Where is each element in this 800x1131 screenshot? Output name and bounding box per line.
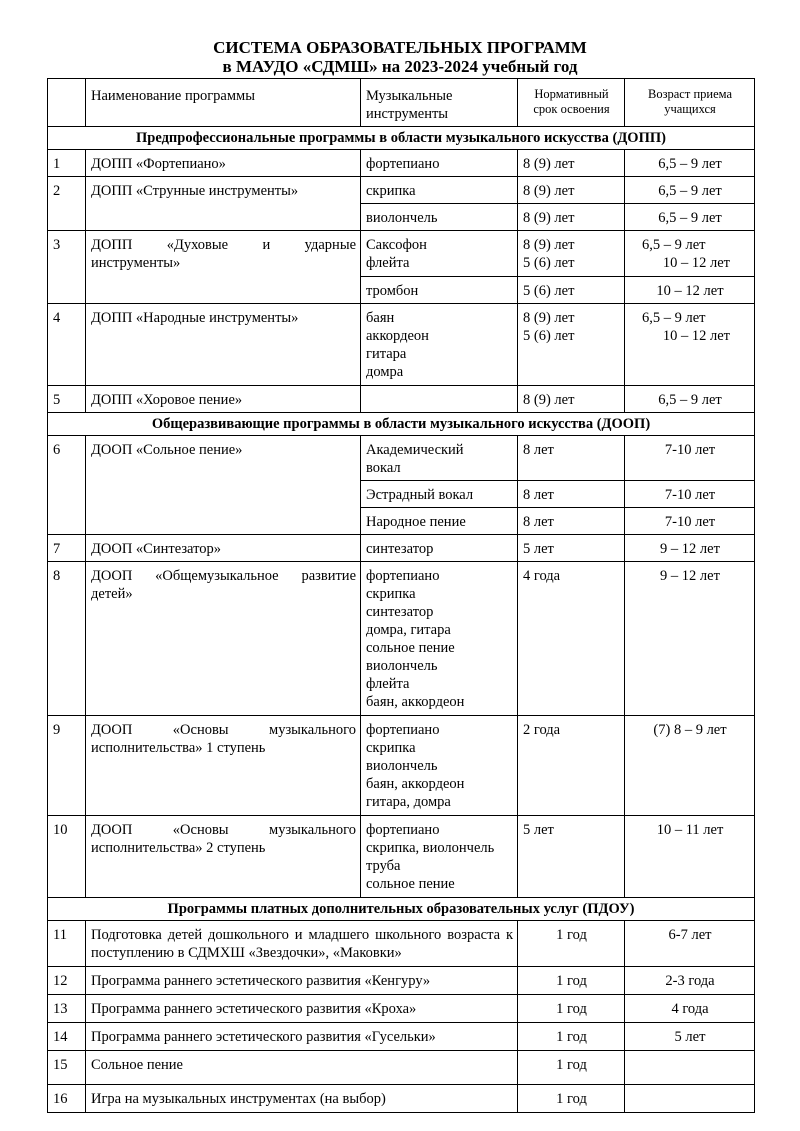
age: 6,5 – 9 лет	[625, 150, 755, 177]
row-num: 16	[48, 1085, 86, 1113]
instrument: аккордеон	[366, 328, 429, 344]
instrument: вокал	[366, 460, 401, 476]
instrument: домра, гитара	[366, 622, 451, 638]
header-instruments: Музыкальные инструменты	[361, 79, 518, 127]
age	[625, 1085, 755, 1113]
instrument: фортепиано	[366, 822, 440, 838]
row-num: 7	[48, 535, 86, 562]
age: 5 лет	[625, 1023, 755, 1051]
program-name: ДОПП «Фортепиано»	[86, 150, 361, 177]
row-num: 6	[48, 436, 86, 535]
row-num: 1	[48, 150, 86, 177]
programs-table	[47, 78, 755, 1113]
age: 9 – 12 лет	[625, 535, 755, 562]
row-num: 10	[48, 816, 86, 898]
instrument: флейта	[366, 255, 410, 271]
age: 4 года	[625, 995, 755, 1023]
instrument: фортепиано	[366, 722, 440, 738]
instrument: сольное пение	[366, 876, 455, 892]
instrument: гитара	[366, 346, 407, 362]
document-title-line-2: в МАУДО «СДМШ» на 2023-2024 учебный год	[222, 57, 578, 76]
instrument: скрипка, виолончель	[366, 840, 495, 856]
age: 7-10 лет	[625, 481, 755, 508]
section-row-pdou	[48, 898, 755, 921]
age: 6,5 – 9 лет	[625, 386, 755, 413]
instrument: гитара, домра	[366, 794, 451, 810]
age: 6,5 – 9 лет	[642, 310, 706, 326]
term: 5 (6) лет	[523, 328, 575, 344]
program-name: ДОПП «Струнные инструменты»	[86, 177, 361, 231]
table-row	[48, 995, 755, 1023]
term: 5 (6) лет	[523, 255, 575, 271]
age: 6,5 – 9 лет	[625, 177, 755, 204]
table-row	[48, 177, 755, 204]
age: 2-3 года	[625, 967, 755, 995]
program-name: ДООП «Сольное пение»	[86, 436, 361, 535]
program-name: ДООП «Основы музыкального исполнительства» 2 ступень	[86, 816, 361, 898]
instrument: фортепиано	[366, 568, 440, 584]
age: 6,5 – 9 лет	[625, 204, 755, 231]
instrument: виолончель	[366, 758, 438, 774]
instrument-cell	[361, 231, 518, 277]
term: 1 год	[518, 1085, 625, 1113]
term: 5 лет	[518, 816, 625, 898]
table-row	[48, 716, 755, 816]
instrument: виолончель	[361, 204, 518, 231]
section-row-dopp	[48, 127, 755, 150]
program-name: ДООП «Общемузыкальное развитие детей»	[86, 562, 361, 716]
table-row	[48, 921, 755, 967]
term: 2 года	[518, 716, 625, 816]
program-name: Программа раннего эстетического развития «Кенгуру»	[86, 967, 518, 995]
row-num: 14	[48, 1023, 86, 1051]
instrument: сольное пение	[366, 640, 455, 656]
instrument	[361, 386, 518, 413]
program-name: ДОПП «Духовые и ударные инструменты»	[86, 231, 361, 304]
program-name: ДООП «Синтезатор»	[86, 535, 361, 562]
row-num: 15	[48, 1051, 86, 1085]
row-num: 2	[48, 177, 86, 231]
row-num: 13	[48, 995, 86, 1023]
age: 7-10 лет	[625, 508, 755, 535]
instrument: Академический	[366, 442, 464, 458]
age: 10 – 12 лет	[625, 277, 755, 304]
table-row	[48, 231, 755, 277]
table-row	[48, 1023, 755, 1051]
instrument: Саксофон	[366, 237, 427, 253]
term: 5 (6) лет	[518, 277, 625, 304]
instrument: скрипка	[366, 586, 416, 602]
term: 8 (9) лет	[518, 204, 625, 231]
table-header-row	[48, 79, 755, 127]
age: 10 – 12 лет	[662, 328, 730, 344]
row-num: 5	[48, 386, 86, 413]
instrument: виолончель	[366, 658, 438, 674]
instrument: фортепиано	[361, 150, 518, 177]
program-name: Программа раннего эстетического развития «Гусельки»	[86, 1023, 518, 1051]
header-num	[48, 79, 86, 127]
term: 1 год	[518, 967, 625, 995]
row-num: 4	[48, 304, 86, 386]
age-cell	[625, 231, 755, 277]
section-row-doop	[48, 413, 755, 436]
term: 8 (9) лет	[523, 310, 575, 326]
section-title: Общеразвивающие программы в области музыкального искусства (ДООП)	[48, 413, 755, 436]
table-row	[48, 535, 755, 562]
age: 6-7 лет	[625, 921, 755, 967]
term: 8 (9) лет	[518, 150, 625, 177]
term: 8 (9) лет	[523, 237, 575, 253]
program-name: Сольное пение	[86, 1051, 518, 1085]
table-row	[48, 436, 755, 481]
table-row	[48, 1085, 755, 1113]
age: (7) 8 – 9 лет	[625, 716, 755, 816]
instrument: синтезатор	[366, 604, 434, 620]
term: 8 лет	[518, 436, 625, 481]
term: 8 (9) лет	[518, 177, 625, 204]
term: 4 года	[518, 562, 625, 716]
instrument: Народное пение	[361, 508, 518, 535]
section-title: Предпрофессиональные программы в области музыкального искусства (ДОПП)	[48, 127, 755, 150]
instrument: баян	[366, 310, 395, 326]
instrument-cell	[361, 304, 518, 386]
age: 7-10 лет	[625, 436, 755, 481]
table-row	[48, 967, 755, 995]
instrument: домра	[366, 364, 404, 380]
header-age: Возраст приема учащихся	[625, 79, 755, 127]
term-cell	[518, 231, 625, 277]
document-title-line-1: СИСТЕМА ОБРАЗОВАТЕЛЬНЫХ ПРОГРАММ	[213, 38, 587, 57]
table-row	[48, 150, 755, 177]
term: 1 год	[518, 1051, 625, 1085]
row-num: 12	[48, 967, 86, 995]
instrument: скрипка	[361, 177, 518, 204]
instrument: тромбон	[361, 277, 518, 304]
instrument-cell	[361, 436, 518, 481]
instrument: труба	[366, 858, 401, 874]
age: 6,5 – 9 лет	[642, 237, 706, 253]
term: 8 (9) лет	[518, 386, 625, 413]
instrument: синтезатор	[361, 535, 518, 562]
instrument: скрипка	[366, 740, 416, 756]
program-name: Программа раннего эстетического развития «Кроха»	[86, 995, 518, 1023]
table-row	[48, 304, 755, 386]
row-num: 8	[48, 562, 86, 716]
table-row	[48, 386, 755, 413]
table-row	[48, 1051, 755, 1085]
row-num: 11	[48, 921, 86, 967]
age-cell	[625, 304, 755, 386]
program-name: Подготовка детей дошкольного и младшего школьного возраста к поступлению в СДМХШ «Звездочки», «Маковки»	[86, 921, 518, 967]
program-name: ДООП «Основы музыкального исполнительства» 1 ступень	[86, 716, 361, 816]
program-name: Игра на музыкальных инструментах (на выбор)	[86, 1085, 518, 1113]
term: 8 лет	[518, 481, 625, 508]
age	[625, 1051, 755, 1085]
instrument: флейта	[366, 676, 410, 692]
header-term: Нормативный срок освоения	[518, 79, 625, 127]
term: 1 год	[518, 995, 625, 1023]
instrument: баян, аккордеон	[366, 776, 465, 792]
header-name: Наименование программы	[86, 79, 361, 127]
age: 10 – 12 лет	[662, 255, 730, 271]
term-cell	[518, 304, 625, 386]
term: 1 год	[518, 1023, 625, 1051]
instrument: баян, аккордеон	[366, 694, 465, 710]
age: 10 – 11 лет	[625, 816, 755, 898]
instrument-cell	[361, 562, 518, 716]
instrument-cell	[361, 816, 518, 898]
term: 5 лет	[518, 535, 625, 562]
row-num: 9	[48, 716, 86, 816]
section-title: Программы платных дополнительных образовательных услуг (ПДОУ)	[48, 898, 755, 921]
instrument: Эстрадный вокал	[361, 481, 518, 508]
table-row	[48, 562, 755, 716]
table-row	[48, 816, 755, 898]
age: 9 – 12 лет	[625, 562, 755, 716]
instrument-cell	[361, 716, 518, 816]
term: 8 лет	[518, 508, 625, 535]
row-num: 3	[48, 231, 86, 304]
program-name: ДОПП «Народные инструменты»	[86, 304, 361, 386]
program-name: ДОПП «Хоровое пение»	[86, 386, 361, 413]
term: 1 год	[518, 921, 625, 967]
